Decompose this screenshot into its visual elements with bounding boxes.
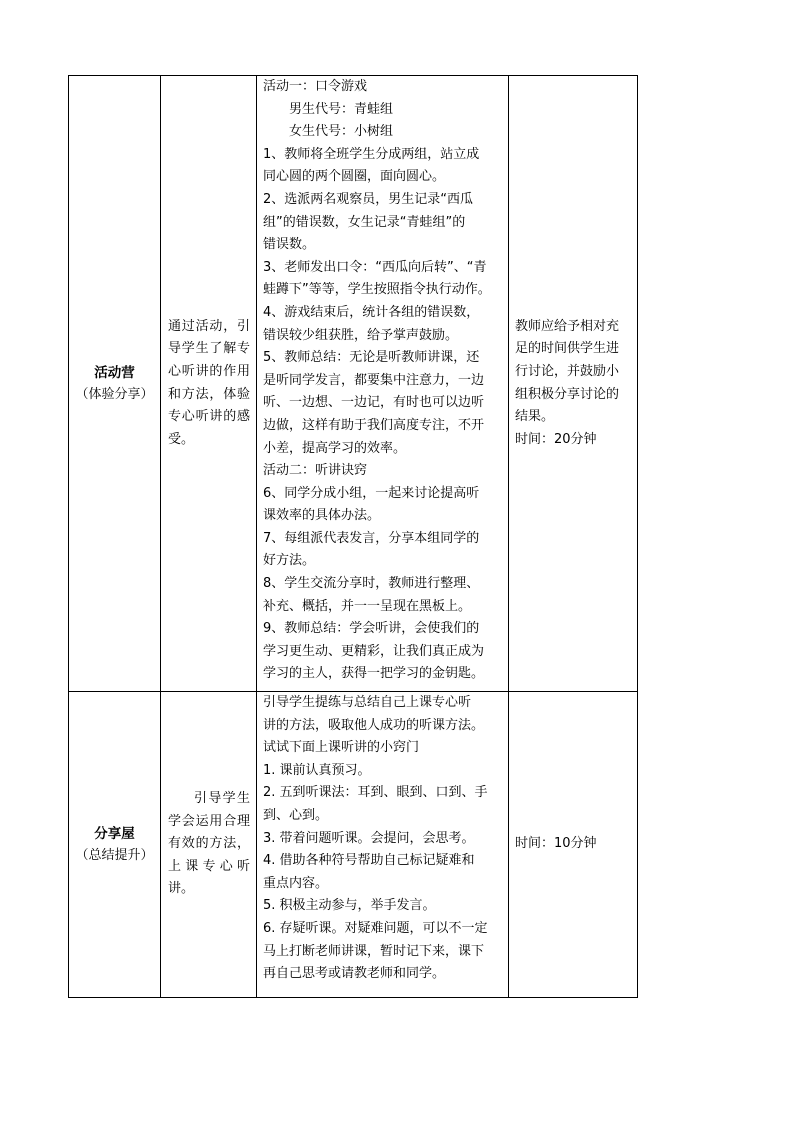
process-cell: [257, 76, 509, 692]
process-cell: [257, 692, 509, 998]
process-line: 4、游戏结束后，统计各组的错误数，: [263, 304, 480, 320]
process-line: 小差，提高学习的效率。: [263, 440, 407, 456]
stage-subtitle: （总结提升）: [75, 847, 154, 863]
process-line: 引导学生提练与总结自己上课专心听: [263, 695, 472, 710]
stage-subtitle: （体验分享）: [75, 386, 154, 402]
process-line: 3、老师发出口令：“西瓜向后转”、“青: [263, 259, 487, 275]
process-line: 到、心到。: [263, 807, 329, 823]
process-line: 是听同学发言，都要集中注意力，一边: [263, 372, 485, 388]
process-line: 讲的方法，吸取他人成功的听课方法。: [263, 717, 485, 733]
process-line: 学习更生动、更精彩，让我们真正成为: [263, 643, 485, 659]
process-line: 错误较少组获胜，给予掌声鼓励。: [263, 327, 459, 343]
stage-cell: [69, 76, 161, 692]
process-line: 组”的错误数，女生记录“青蛙组”的: [263, 214, 466, 230]
process-line: 5. 积极主动参与，举手发言。: [263, 898, 436, 914]
note-line: 组积极分享讨论的: [515, 386, 620, 402]
process-line: 1. 课前认真预习。: [263, 762, 371, 778]
note-line: 时间：20分钟: [515, 431, 597, 447]
process-line: 4. 借助各种符号帮助自己标记疑难和: [263, 853, 475, 869]
process-line: 女生代号：小树组: [289, 124, 394, 140]
process-line: 活动一：口令游戏: [263, 79, 368, 94]
process-line: 3. 带着问题听课。会提问，会思考。: [263, 830, 475, 846]
table-row: [69, 76, 638, 692]
process-line: 再自己思考或请教老师和同学。: [263, 966, 446, 982]
process-line: 课效率的具体办法。: [263, 508, 381, 524]
process-line: 蛙蹲下”等等，学生按照指令执行动作。: [263, 282, 491, 298]
note-line: 结果。: [515, 409, 555, 425]
stage-name: 活动营: [94, 364, 135, 381]
note-cell: [509, 76, 638, 692]
note-line: 足的时间供学生进: [515, 341, 620, 357]
goal-text: 引导学生学会运用合理有效的方法，上课专心听讲。: [168, 791, 250, 897]
process-line: 6、同学分成小组，一起来讨论提高听: [263, 485, 480, 501]
process-line: 活动二：听讲诀窍: [263, 463, 368, 479]
note-line: 行讨论，并鼓励小: [515, 363, 620, 379]
process-line: 1、教师将全班学生分成两组，站立成: [263, 146, 480, 162]
process-line: 学习的主人，获得一把学习的金钥匙。: [263, 666, 485, 682]
process-line: 试试下面上课听讲的小窍门: [263, 740, 420, 756]
lesson-plan-table: [68, 75, 638, 998]
stage-name: 分享屋: [94, 825, 135, 842]
goal-cell: [161, 692, 257, 998]
process-line: 8、学生交流分享时，教师进行整理、: [263, 576, 480, 592]
process-line: 2、选派两名观察员，男生记录“西瓜: [263, 191, 474, 207]
stage-cell: [69, 692, 161, 998]
process-line: 重点内容。: [263, 875, 329, 891]
process-line: 5、教师总结：无论是听教师讲课，还: [263, 350, 480, 366]
process-line: 边做，这样有助于我们高度专注，不开: [263, 417, 485, 433]
process-line: 同心圆的两个圆圈，面向圆心。: [263, 169, 446, 185]
process-line: 9、教师总结：学会听讲，会使我们的: [263, 621, 480, 637]
process-line: 7、每组派代表发言，分享本组同学的: [263, 530, 480, 546]
process-line: 2. 五到听课法：耳到、眼到、口到、手: [263, 785, 488, 801]
process-line: 错误数。: [263, 237, 316, 253]
process-line: 好方法。: [263, 553, 316, 569]
process-line: 男生代号：青蛙组: [289, 101, 394, 117]
goal-text: 通过活动，引导学生了解专心听讲的作用和方法，体验专心听讲的感受。: [168, 318, 250, 447]
table-row: [69, 692, 638, 998]
process-line: 补充、概括，并一一呈现在黑板上。: [263, 598, 472, 614]
process-line: 听、一边想、一边记，有时也可以边听: [263, 395, 485, 411]
goal-cell: [161, 76, 257, 692]
process-line: 马上打断老师讲课，暂时记下来，课下: [263, 943, 485, 959]
note-cell: [509, 692, 638, 998]
note-line: 时间：10分钟: [515, 836, 597, 852]
process-line: 6. 存疑听课。对疑难问题，可以不一定: [263, 920, 488, 936]
note-line: 教师应给予相对充: [515, 318, 620, 334]
